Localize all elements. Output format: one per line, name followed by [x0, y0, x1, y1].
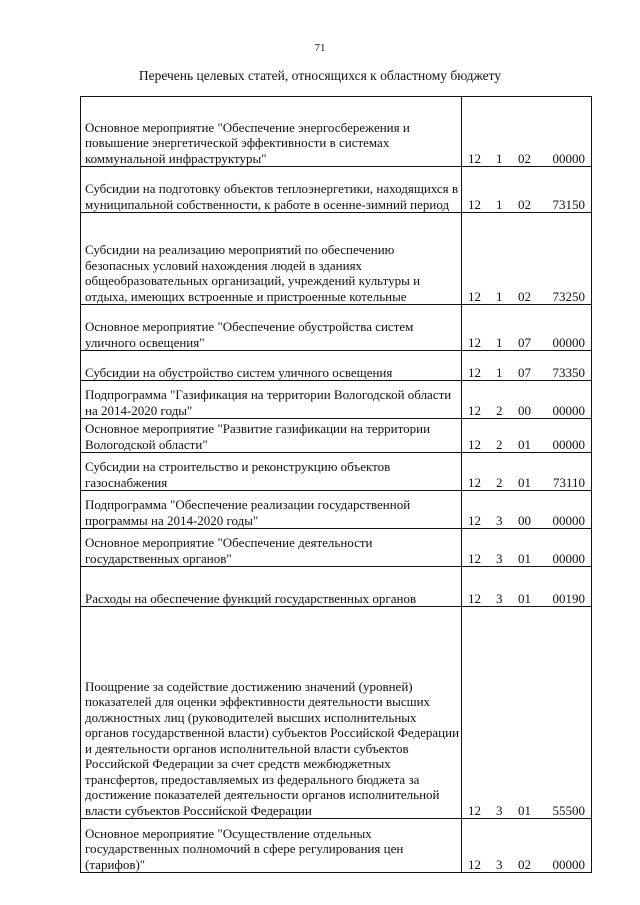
event-code: 07 [518, 364, 532, 380]
event-code: 01 [518, 590, 532, 606]
direction-code: 00000 [552, 550, 585, 566]
row-code-cell [462, 381, 592, 419]
table-row [81, 529, 592, 567]
subprogram-code: 2 [496, 474, 503, 490]
table-row [81, 167, 592, 213]
row-code-cell [462, 529, 592, 567]
subprogram-code: 3 [496, 550, 503, 566]
row-name: Основное мероприятие "Обеспечение обустройства систем уличного освещения" [81, 305, 462, 351]
direction-code: 73110 [552, 474, 585, 490]
direction-code: 00000 [552, 436, 585, 452]
direction-code: 73150 [552, 196, 585, 212]
row-code-cell [462, 491, 592, 529]
row-name: Поощрение за содействие достижению значений (уровней) показателей для оценки эффективности деятельности высших должностных лиц (руководителей высших исполнительных органов государственной власти) субъектов Российской Федерации и деятельности органов исполнительной власти субъектов Российской Федерации за счет средств межбюджетных трансфертов, предоставляемых из федерального бюджета за достижение показателей деятельности органов исполнительной власти субъектов Российской Федерации [81, 607, 462, 819]
program-code: 12 [468, 802, 482, 818]
row-name: Субсидии на обустройство систем уличного освещения [81, 351, 462, 381]
program-code: 12 [468, 288, 482, 304]
program-code: 12 [468, 402, 482, 418]
program-code: 12 [468, 856, 482, 872]
subprogram-code: 2 [496, 436, 503, 452]
subprogram-code: 1 [496, 196, 503, 212]
program-code: 12 [468, 150, 482, 166]
row-name: Основное мероприятие "Обеспечение деятельности государственных органов" [81, 529, 462, 567]
table-row [81, 491, 592, 529]
row-code-cell [462, 167, 592, 213]
program-code: 12 [468, 364, 482, 380]
subprogram-code: 3 [496, 802, 503, 818]
program-code: 12 [468, 196, 482, 212]
table-row [81, 453, 592, 491]
subprogram-code: 1 [496, 150, 503, 166]
program-code: 12 [468, 436, 482, 452]
direction-code: 73250 [552, 288, 585, 304]
row-name: Подпрограмма "Газификация на территории Вологодской области на 2014-2020 годы" [81, 381, 462, 419]
row-code-cell [462, 213, 592, 305]
row-code-cell [462, 819, 592, 873]
direction-code: 00000 [552, 150, 585, 166]
table-row [81, 351, 592, 381]
event-code: 07 [518, 334, 532, 350]
direction-code: 00000 [552, 334, 585, 350]
event-code: 02 [518, 196, 532, 212]
row-code-cell [462, 419, 592, 453]
row-name: Субсидии на подготовку объектов теплоэнергетики, находящихся в муниципальной собственности, к работе в осенне-зимний период [81, 167, 462, 213]
document-title: Перечень целевых статей, относящихся к областному бюджету [138, 68, 502, 83]
row-code-cell [462, 567, 592, 607]
program-code: 12 [468, 334, 482, 350]
subprogram-code: 1 [496, 288, 503, 304]
direction-code: 55500 [552, 802, 585, 818]
table-row [81, 819, 592, 873]
program-code: 12 [468, 550, 482, 566]
row-name: Расходы на обеспечение функций государственных органов [81, 567, 462, 607]
subprogram-code: 1 [496, 334, 503, 350]
row-name: Субсидии на строительство и реконструкцию объектов газоснабжения [81, 453, 462, 491]
row-name: Основное мероприятие "Обеспечение энергосбережения и повышение энергетической эффективности в системах коммунальной инфраструктуры" [81, 97, 462, 167]
event-code: 02 [518, 150, 532, 166]
event-code: 00 [518, 512, 532, 528]
table-row [81, 213, 592, 305]
event-code: 01 [518, 802, 532, 818]
subprogram-code: 3 [496, 590, 503, 606]
subprogram-code: 3 [496, 856, 503, 872]
event-code: 00 [518, 402, 532, 418]
subprogram-code: 3 [496, 512, 503, 528]
table-row [81, 305, 592, 351]
row-name: Основное мероприятие "Развитие газификации на территории Вологодской области" [81, 419, 462, 453]
program-code: 12 [468, 590, 482, 606]
table-row [81, 381, 592, 419]
row-name: Основное мероприятие "Осуществление отдельных государственных полномочий в сфере регулирования цен (тарифов)" [81, 819, 462, 873]
table-row [81, 97, 592, 167]
program-code: 12 [468, 512, 482, 528]
direction-code: 00000 [552, 856, 585, 872]
subprogram-code: 2 [496, 402, 503, 418]
row-code-cell [462, 97, 592, 167]
row-code-cell [462, 453, 592, 491]
row-code-cell [462, 351, 592, 381]
row-name: Подпрограмма "Обеспечение реализации государственной программы на 2014-2020 годы" [81, 491, 462, 529]
target-articles-table [80, 96, 592, 873]
subprogram-code: 1 [496, 364, 503, 380]
direction-code: 00190 [552, 590, 585, 606]
row-code-cell [462, 607, 592, 819]
program-code: 12 [468, 474, 482, 490]
direction-code: 00000 [552, 512, 585, 528]
table-row [81, 607, 592, 819]
event-code: 01 [518, 474, 532, 490]
page-number: 71 [314, 42, 326, 54]
row-name: Субсидии на реализацию мероприятий по обеспечению безопасных условий нахождения людей в зданиях общеобразовательных организаций, учреждений культуры и отдыха, имеющих встроенные и пристроенные котельные [81, 213, 462, 305]
event-code: 02 [518, 288, 532, 304]
table-row [81, 567, 592, 607]
event-code: 01 [518, 550, 532, 566]
event-code: 01 [518, 436, 532, 452]
direction-code: 73350 [552, 364, 585, 380]
event-code: 02 [518, 856, 532, 872]
table-row [81, 419, 592, 453]
direction-code: 00000 [552, 402, 585, 418]
row-code-cell [462, 305, 592, 351]
